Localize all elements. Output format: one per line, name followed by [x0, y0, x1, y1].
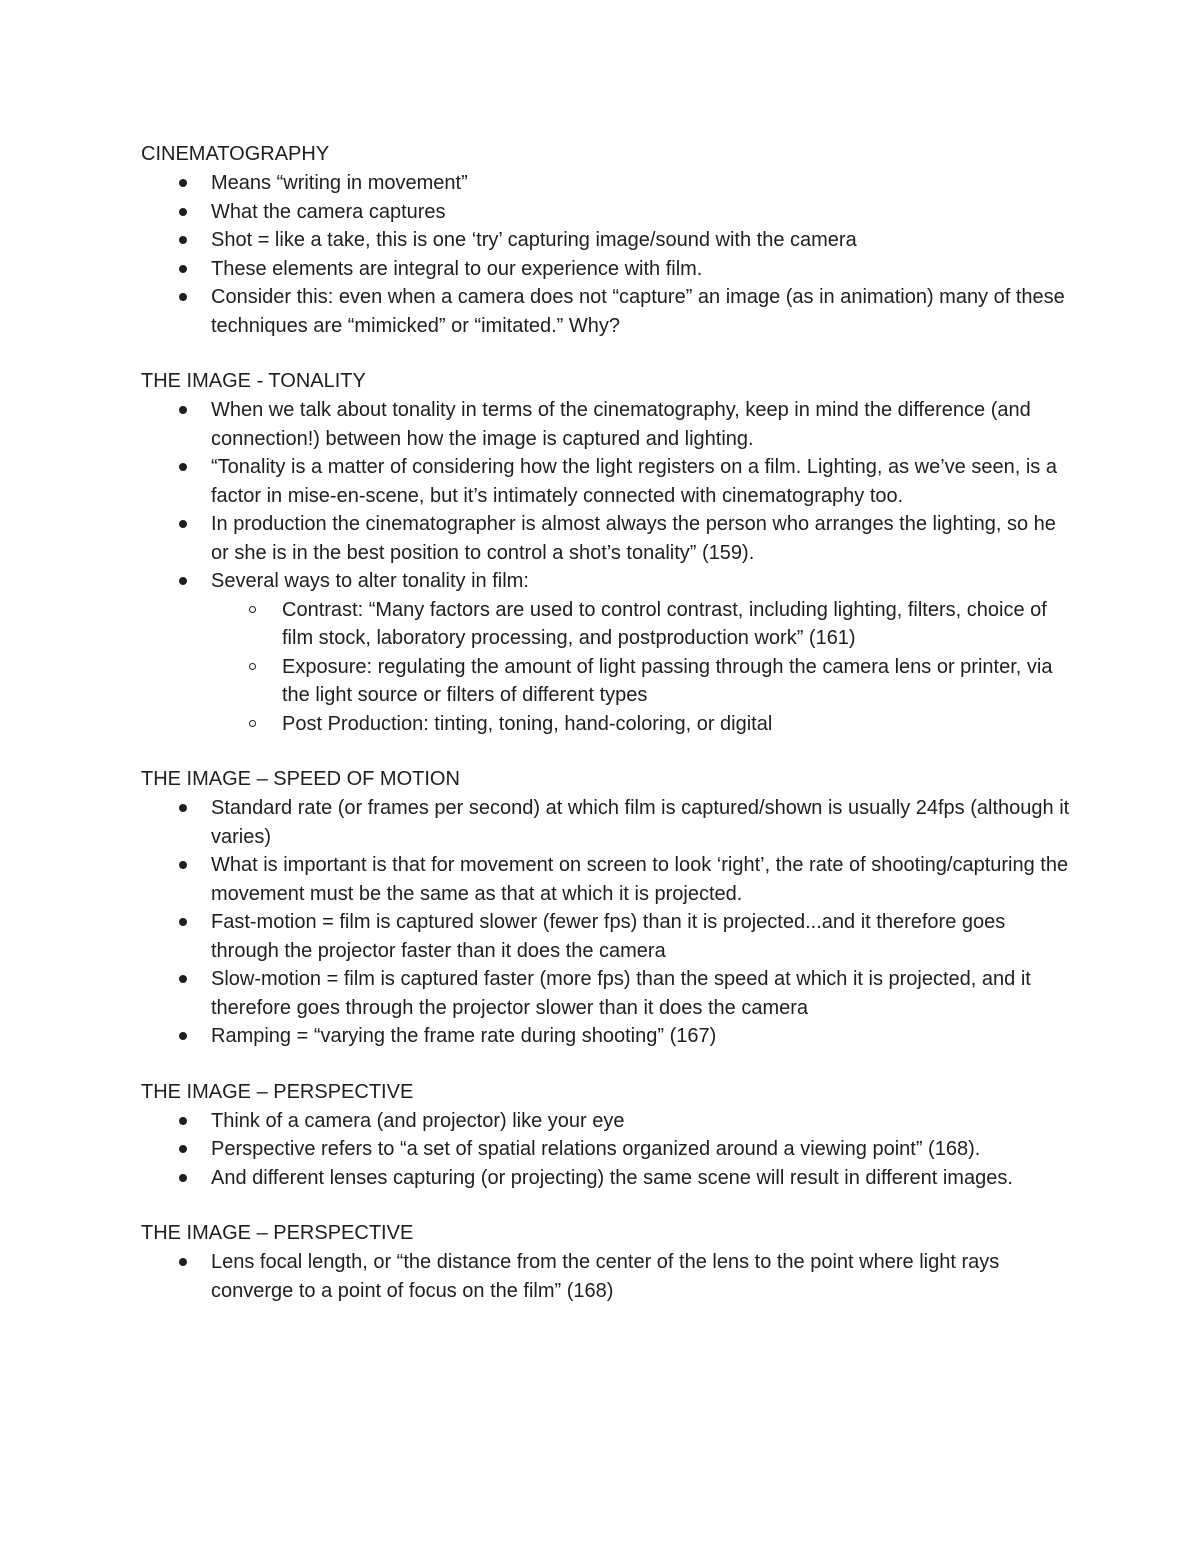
section-tonality [141, 367, 1071, 738]
section-speed-of-motion [141, 765, 1071, 1051]
filled-bullet-icon [179, 179, 187, 187]
section-cinematography [141, 140, 1071, 340]
filled-bullet-icon [179, 520, 187, 528]
bullet-list [141, 1248, 1071, 1305]
list-item: “Tonality is a matter of considering how the light registers on a film. Lighting, as we’ve seen, is a factor in mise-en-scene, but it’s intimately connected with cinematography too. [211, 453, 1071, 510]
bullet-list [141, 794, 1071, 1051]
filled-bullet-icon [179, 265, 187, 273]
filled-bullet-icon [179, 208, 187, 216]
filled-bullet-icon [179, 406, 187, 414]
hollow-bullet-icon [249, 720, 256, 727]
filled-bullet-icon [179, 1258, 187, 1266]
section-perspective-1 [141, 1078, 1071, 1193]
filled-bullet-icon [179, 975, 187, 983]
filled-bullet-icon [179, 1032, 187, 1040]
sub-bullet-list [211, 596, 1071, 739]
section-heading: THE IMAGE – PERSPECTIVE [141, 1080, 414, 1103]
filled-bullet-icon [179, 1117, 187, 1125]
list-item: And different lenses capturing (or projecting) the same scene will result in different images. [211, 1164, 1071, 1193]
hollow-bullet-icon [249, 663, 256, 670]
list-item: Ramping = “varying the frame rate during shooting” (167) [211, 1022, 1071, 1051]
list-item: Several ways to alter tonality in film: Contrast: “Many factors are used to control contrast, including lighting, filters, choice of film stock, laboratory processing, and postproduction work” (161) Exposure: regulating the amount of light passing through the camera lens or printer, via the light source or filters of different types Post Production: tinting, toning, hand-coloring, or digital [211, 567, 1071, 738]
filled-bullet-icon [179, 918, 187, 926]
list-item: These elements are integral to our experience with film. [211, 255, 1071, 284]
filled-bullet-icon [179, 577, 187, 585]
section-heading: CINEMATOGRAPHY [141, 143, 330, 165]
list-item: When we talk about tonality in terms of the cinematography, keep in mind the difference (and connection!) between how the image is captured and lighting. [211, 396, 1071, 453]
section-perspective-2 [141, 1219, 1071, 1305]
section-heading: THE IMAGE – SPEED OF MOTION [141, 768, 460, 790]
list-item: Fast-motion = film is captured slower (fewer fps) than it is projected...and it therefore goes through the projector faster than it does the camera [211, 908, 1071, 965]
section-heading: THE IMAGE – PERSPECTIVE [141, 1222, 414, 1244]
list-item: Perspective refers to “a set of spatial relations organized around a viewing point” (168). [211, 1135, 1071, 1164]
sub-list-item: Exposure: regulating the amount of light passing through the camera lens or printer, via the light source or filters of different types [282, 653, 1071, 710]
filled-bullet-icon [179, 804, 187, 812]
hollow-bullet-icon [249, 606, 256, 613]
list-item: Slow-motion = film is captured faster (more fps) than the speed at which it is projected, and it therefore goes through the projector slower than it does the camera [211, 965, 1071, 1022]
list-item: In production the cinematographer is almost always the person who arranges the lighting, so he or she is in the best position to control a shot’s tonality” (159). [211, 510, 1071, 567]
filled-bullet-icon [179, 861, 187, 869]
list-item: What is important is that for movement on screen to look ‘right’, the rate of shooting/capturing the movement must be the same as that at which it is projected. [211, 851, 1071, 908]
filled-bullet-icon [179, 1174, 187, 1182]
filled-bullet-icon [179, 293, 187, 301]
list-item: Means “writing in movement” [211, 169, 1071, 198]
sub-list-item: Post Production: tinting, toning, hand-coloring, or digital [282, 710, 1071, 739]
list-item: Think of a camera (and projector) like your eye [211, 1107, 1071, 1136]
section-heading: THE IMAGE - TONALITY [141, 370, 366, 392]
list-item: Lens focal length, or “the distance from the center of the lens to the point where light rays converge to a point of focus on the film” (168) [211, 1248, 1071, 1305]
sub-list-item: Contrast: “Many factors are used to control contrast, including lighting, filters, choice of film stock, laboratory processing, and postproduction work” (161) [282, 596, 1071, 653]
bullet-list [141, 1107, 1071, 1193]
filled-bullet-icon [179, 463, 187, 471]
list-item: Consider this: even when a camera does not “capture” an image (as in animation) many of these techniques are “mimicked” or “imitated.” Why? [211, 283, 1071, 340]
bullet-list [141, 169, 1071, 340]
list-item: What the camera captures [211, 198, 1071, 227]
filled-bullet-icon [179, 1145, 187, 1153]
filled-bullet-icon [179, 236, 187, 244]
bullet-list [141, 396, 1071, 738]
document-page [141, 140, 1071, 1332]
list-item: Shot = like a take, this is one ‘try’ capturing image/sound with the camera [211, 226, 1071, 255]
list-item: Standard rate (or frames per second) at which film is captured/shown is usually 24fps (although it varies) [211, 794, 1071, 851]
